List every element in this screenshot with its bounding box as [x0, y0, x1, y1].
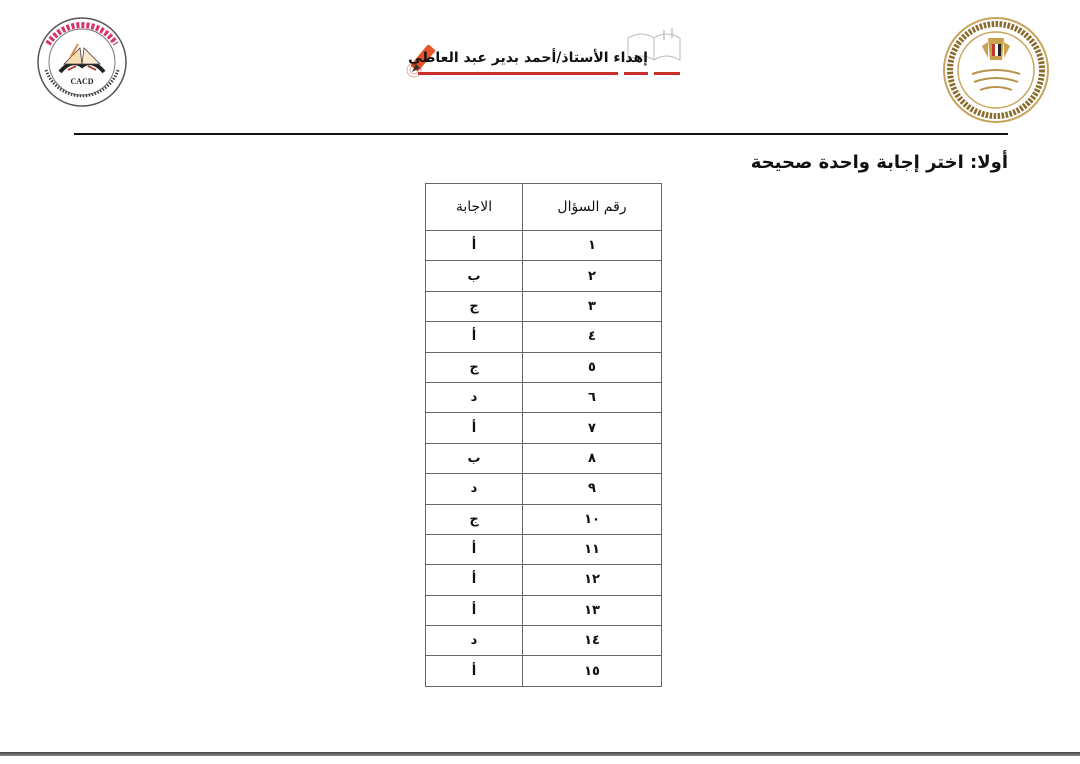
answer-cell: ج [426, 504, 523, 534]
banner-underline-dash [654, 72, 680, 75]
answer-cell: د [426, 626, 523, 656]
answer-cell: ب [426, 443, 523, 473]
question-number: ١٥ [523, 656, 662, 686]
header-divider [74, 133, 1008, 135]
question-number: ١٢ [523, 565, 662, 595]
table-row [426, 595, 662, 625]
table-header-row [426, 184, 662, 231]
table-row [426, 626, 662, 656]
table-row [426, 534, 662, 564]
table-row [426, 474, 662, 504]
answer-cell: ب [426, 261, 523, 291]
question-number: ١١ [523, 534, 662, 564]
table-row [426, 231, 662, 261]
table-row [426, 382, 662, 412]
question-number: ١٤ [523, 626, 662, 656]
table-row [426, 565, 662, 595]
answer-cell: ج [426, 352, 523, 382]
table-row [426, 352, 662, 382]
answer-cell: د [426, 474, 523, 504]
table-row [426, 291, 662, 321]
footer-divider [0, 752, 1080, 756]
question-number: ١٣ [523, 595, 662, 625]
cacd-logo [34, 14, 130, 110]
answer-cell: أ [426, 413, 523, 443]
answer-cell: أ [426, 231, 523, 261]
svg-text:CACD: CACD [70, 77, 94, 86]
answer-cell: أ [426, 565, 523, 595]
question-number: ٢ [523, 261, 662, 291]
table-row [426, 413, 662, 443]
question-number: ٥ [523, 352, 662, 382]
table-row [426, 504, 662, 534]
dedication-banner [404, 24, 694, 84]
answer-cell: أ [426, 595, 523, 625]
table-row [426, 656, 662, 686]
question-number: ٤ [523, 322, 662, 352]
table-row [426, 443, 662, 473]
book-emblem-icon [34, 14, 130, 110]
question-number: ٣ [523, 291, 662, 321]
answer-cell: أ [426, 656, 523, 686]
question-number: ٨ [523, 443, 662, 473]
answer-cell: أ [426, 322, 523, 352]
question-number: ٩ [523, 474, 662, 504]
answer-cell: د [426, 382, 523, 412]
question-number: ١٠ [523, 504, 662, 534]
table-row [426, 261, 662, 291]
ministry-seal-icon [942, 16, 1050, 124]
question-number: ٧ [523, 413, 662, 443]
dedication-text: إهداء الأستاذ/أحمد بدير عبد العاطي [408, 50, 648, 66]
answer-cell: ج [426, 291, 523, 321]
answer-cell: أ [426, 534, 523, 564]
table-row [426, 322, 662, 352]
question-number: ١ [523, 231, 662, 261]
banner-underline-dash [624, 72, 648, 75]
header-question-number: رقم السؤال [523, 184, 662, 231]
header-answer: الاجابة [426, 184, 523, 231]
ministry-logo [942, 16, 1050, 124]
section-title: أولا: اختر إجابة واحدة صحيحة [750, 152, 1008, 173]
question-number: ٦ [523, 382, 662, 412]
answer-key-table [425, 183, 662, 687]
banner-underline [418, 72, 618, 75]
